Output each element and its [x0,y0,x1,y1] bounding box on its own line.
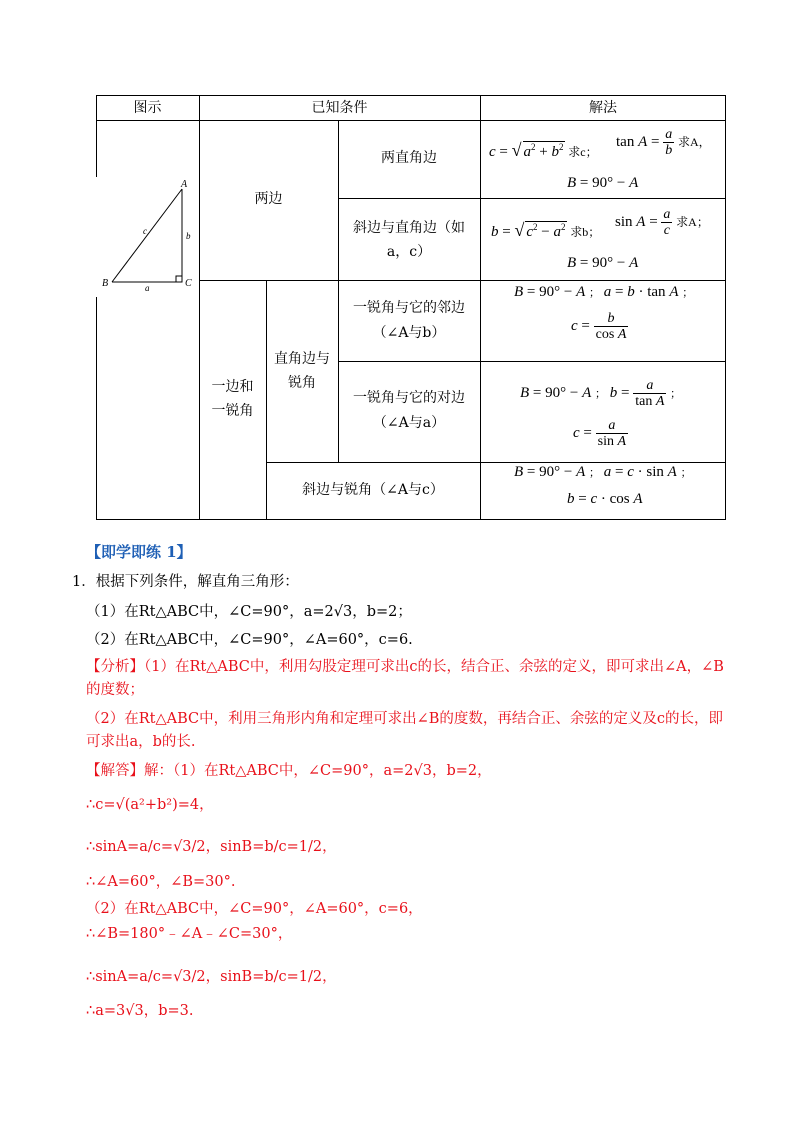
header-figure: 图示 [133,100,162,116]
cond-two-legs: 两直角边 [381,150,437,166]
solution-line4: ∴∠A=60°，∠B=30°. [86,874,236,890]
side-a-label: a [145,283,150,293]
sol-adjacent-line2: c = $\frac{b}{\text{cos A}}$ [571,311,627,342]
question-part1: （1）在Rt△ABC中，∠C=90°，a=2√3，b=2； [86,604,412,620]
cond-side-and-angle: 一边和 一锐角 [211,379,254,419]
solution-line2: ∴c=√(a²+b²)=4， [86,797,214,813]
solution-line8: ∴a=3√3，b=3. [86,1003,194,1019]
analysis-line2: 的度数； [86,682,144,698]
side-c-label: c [143,226,147,236]
cond-hyp-leg: 斜边与直角边（如 a，c） [353,220,465,260]
side-b-label: b [186,231,191,241]
analysis-text-1: （1）在Rt△ABC中，利用勾股定理可求出c的长，结合正、余弦的定义，即可求出∠A，∠B [144,659,724,675]
solution-tag: 【解答】 [86,763,144,779]
analysis-line4: 可求出a，b的长. [86,734,196,750]
header-known: 已知条件 [311,100,368,116]
vertex-A-label: A [181,179,188,190]
solution-line6: ∴∠B=180°﹣∠A﹣∠C=30°， [86,926,293,942]
analysis-line3: （2）在Rt△ABC中，利用三角形内角和定理可求出∠B的度数，再结合正、余弦的定义及c的长，即 [86,711,724,727]
cond-hyp-angle: 斜边与锐角（∠A与c） [302,482,444,498]
cond-opposite: 一锐角与它的对边 （∠A与a） [353,390,465,431]
find-A2-text: 求A； [676,214,709,229]
question-intro: 1．根据下列条件，解直角三角形： [72,574,299,590]
sol-hyp-leg-B: B = 90° − A [567,255,639,271]
sol-opposite-line1: B = 90° − A ； b = $\frac{a}{\text{tan A}}$ ； [520,378,682,409]
solution-text-1: 解：（1）在Rt△ABC中，∠C=90°，a=2√3，b=2， [144,763,492,779]
cond-adjacent: 一锐角与它的邻边 （∠A与b） [353,300,465,341]
sol-hyp-angle-line2: b = c · cos A [567,491,643,507]
analysis-tag: 【分析】 [86,659,144,675]
question-part2: （2）在Rt△ABC中，∠C=90°，∠A=60°，c=6. [86,632,413,648]
find-c-text: 求c； [568,145,598,159]
sol-hyp-angle-line1: B = 90° − A ； a = c · sin A ； [514,464,692,480]
solution-line7: ∴sinA=a/c=√3/2，sinB=b/c=1/2， [86,969,337,985]
cond-two-sides: 两边 [254,191,283,207]
vertex-C-label: C [185,278,192,289]
sol-opposite-line2: c = $\frac{a}{\text{sin A}}$ [573,418,627,449]
cond-leg-and-angle: 直角边与 锐角 [274,351,330,391]
solution-line3: ∴sinA=a/c=√3/2，sinB=b/c=1/2， [86,839,337,855]
section-title: 【即学即练 1】 [86,543,192,561]
analysis-line1 [86,656,724,678]
sol-two-legs-B: B = 90° − A [567,175,639,191]
header-solution: 解法 [589,100,617,116]
sol-adjacent-line1: B = 90° − A ； a = b · tan A ； [514,284,694,300]
sol-hyp-leg-b: b = √ $c^2 - a^2$ 求b； [491,220,601,240]
sol-two-legs-tan: tan A = $\frac{a}{b}$ 求A， [616,127,711,158]
right-triangle-figure [102,179,196,293]
solution-line1 [86,760,492,782]
vertex-B-label: B [102,278,109,289]
sol-hyp-leg-sin: sin A = $\frac{a}{c}$ 求A； [615,207,709,238]
find-b-text: 求b； [570,225,601,239]
method-table [96,95,726,520]
solution-line5: （2）在Rt△ABC中，∠C=90°，∠A=60°，c=6， [86,901,423,917]
find-A-text: 求A， [677,134,711,149]
sol-two-legs-c: c = √ $a^2 + b^2$ 求c； [489,140,598,160]
